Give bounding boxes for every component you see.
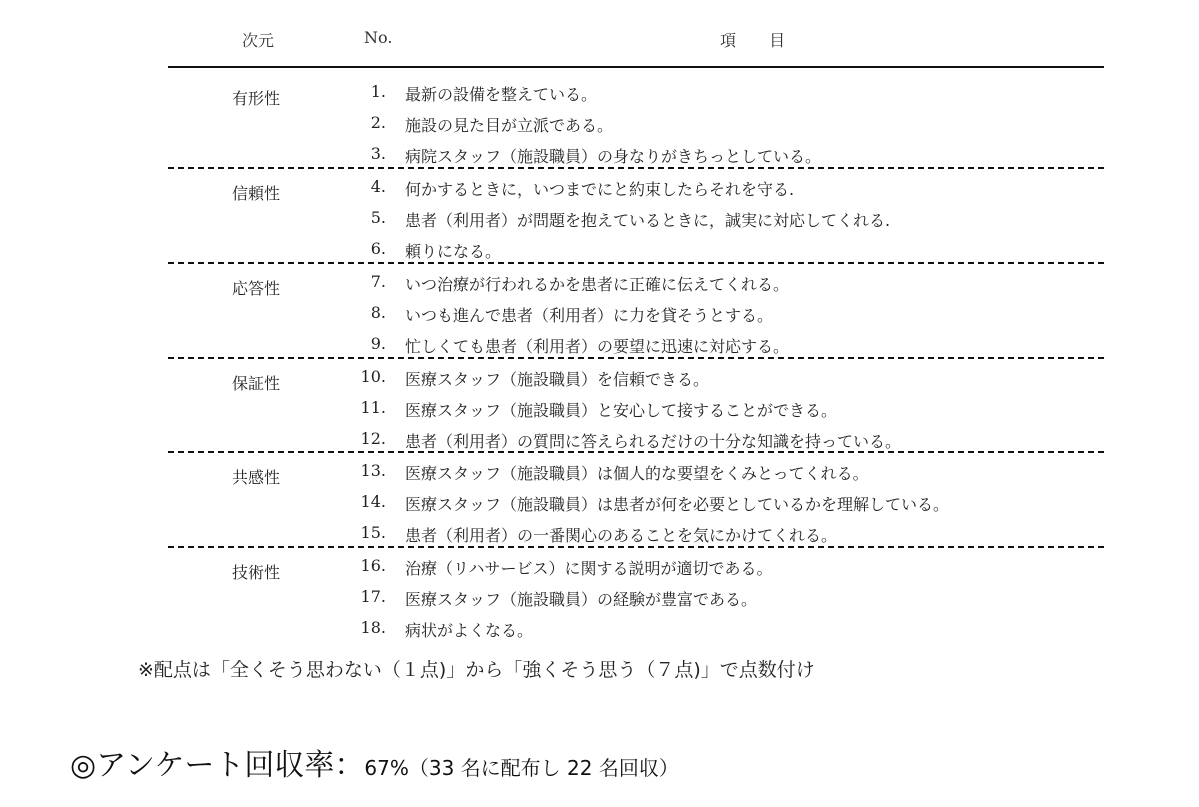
item-number: 11.: [360, 398, 386, 417]
dimension-group: [168, 451, 1104, 547]
item-text: 頼りになる。: [405, 242, 502, 261]
item-number: 9.: [370, 334, 386, 353]
header-dimension: 次元: [242, 31, 275, 50]
item-text: 医療スタッフ（施設職員）と安心して接することができる。: [405, 401, 838, 420]
dimension-group: [168, 74, 1104, 168]
item-number: 4.: [370, 177, 386, 196]
item-text: 医療スタッフ（施設職員）は患者が何を必要としているかを理解している。: [405, 495, 950, 514]
item-text: 最新の設備を整えている。: [405, 85, 598, 104]
dimension-group: [168, 357, 1104, 453]
scoring-footnote: ※配点は「全くそう思わない（１点)」から「強くそう思う（７点)」で点数付け: [138, 659, 815, 681]
dimension-group: [168, 167, 1104, 263]
item-text: 患者（利用者）が問題を抱えているときに，誠実に対応してくれる.: [405, 211, 891, 230]
dimension-label: 共感性: [232, 468, 281, 487]
item-number: 7.: [370, 272, 386, 291]
item-text: 施設の見た目が立派である。: [405, 116, 614, 135]
item-number: 10.: [360, 367, 386, 386]
item-number: 17.: [360, 587, 386, 606]
dimension-label: 有形性: [232, 89, 281, 108]
item-number: 16.: [360, 556, 386, 575]
item-number: 3.: [370, 144, 386, 163]
item-number: 14.: [360, 492, 386, 511]
dimension-group: [168, 262, 1104, 358]
item-text: 医療スタッフ（施設職員）の経験が豊富である。: [405, 590, 758, 609]
item-number: 1.: [370, 82, 386, 101]
response-rate: [70, 740, 679, 784]
item-number: 13.: [360, 461, 386, 480]
header-rule: [168, 66, 1104, 68]
item-number: 15.: [360, 523, 386, 542]
header-item: 項 目: [720, 31, 800, 50]
item-text: 患者（利用者）の一番関心のあることを気にかけてくれる。: [405, 526, 838, 545]
dimension-label: 技術性: [232, 563, 281, 582]
item-text: 医療スタッフ（施設職員）は個人的な要望をくみとってくれる。: [405, 464, 869, 483]
item-text: 何かするときに，いつまでにと約束したらそれを守る.: [405, 180, 795, 199]
item-number: 12.: [360, 429, 386, 448]
item-text: 病院スタッフ（施設職員）の身なりがきちっとしている。: [405, 147, 822, 166]
item-number: 6.: [370, 239, 386, 258]
item-text: いつも進んで患者（利用者）に力を貸そうとする。: [405, 306, 774, 325]
item-number: 2.: [370, 113, 386, 132]
item-text: 医療スタッフ（施設職員）を信頼できる。: [405, 370, 710, 389]
response-rate-label: ◎アンケート回収率：: [70, 748, 365, 783]
item-number: 8.: [370, 303, 386, 322]
header-no: No.: [364, 28, 393, 47]
item-text: 患者（利用者）の質問に答えられるだけの十分な知識を持っている。: [405, 432, 902, 451]
response-rate-detail: 67%（33 名に配布し 22 名回収）: [364, 756, 679, 780]
item-number: 5.: [370, 208, 386, 227]
item-text: いつ治療が行われるかを患者に正確に伝えてくれる。: [405, 275, 790, 294]
item-number: 18.: [360, 618, 386, 637]
dimension-label: 応答性: [232, 279, 281, 298]
dimension-label: 保証性: [232, 374, 281, 393]
item-text: 病状がよくなる。: [405, 621, 534, 640]
dimension-group: [168, 546, 1104, 642]
item-text: 治療（リハサービス）に関する説明が適切である。: [405, 559, 773, 578]
item-text: 忙しくても患者（利用者）の要望に迅速に対応する。: [405, 337, 790, 356]
dimension-label: 信頼性: [232, 184, 281, 203]
